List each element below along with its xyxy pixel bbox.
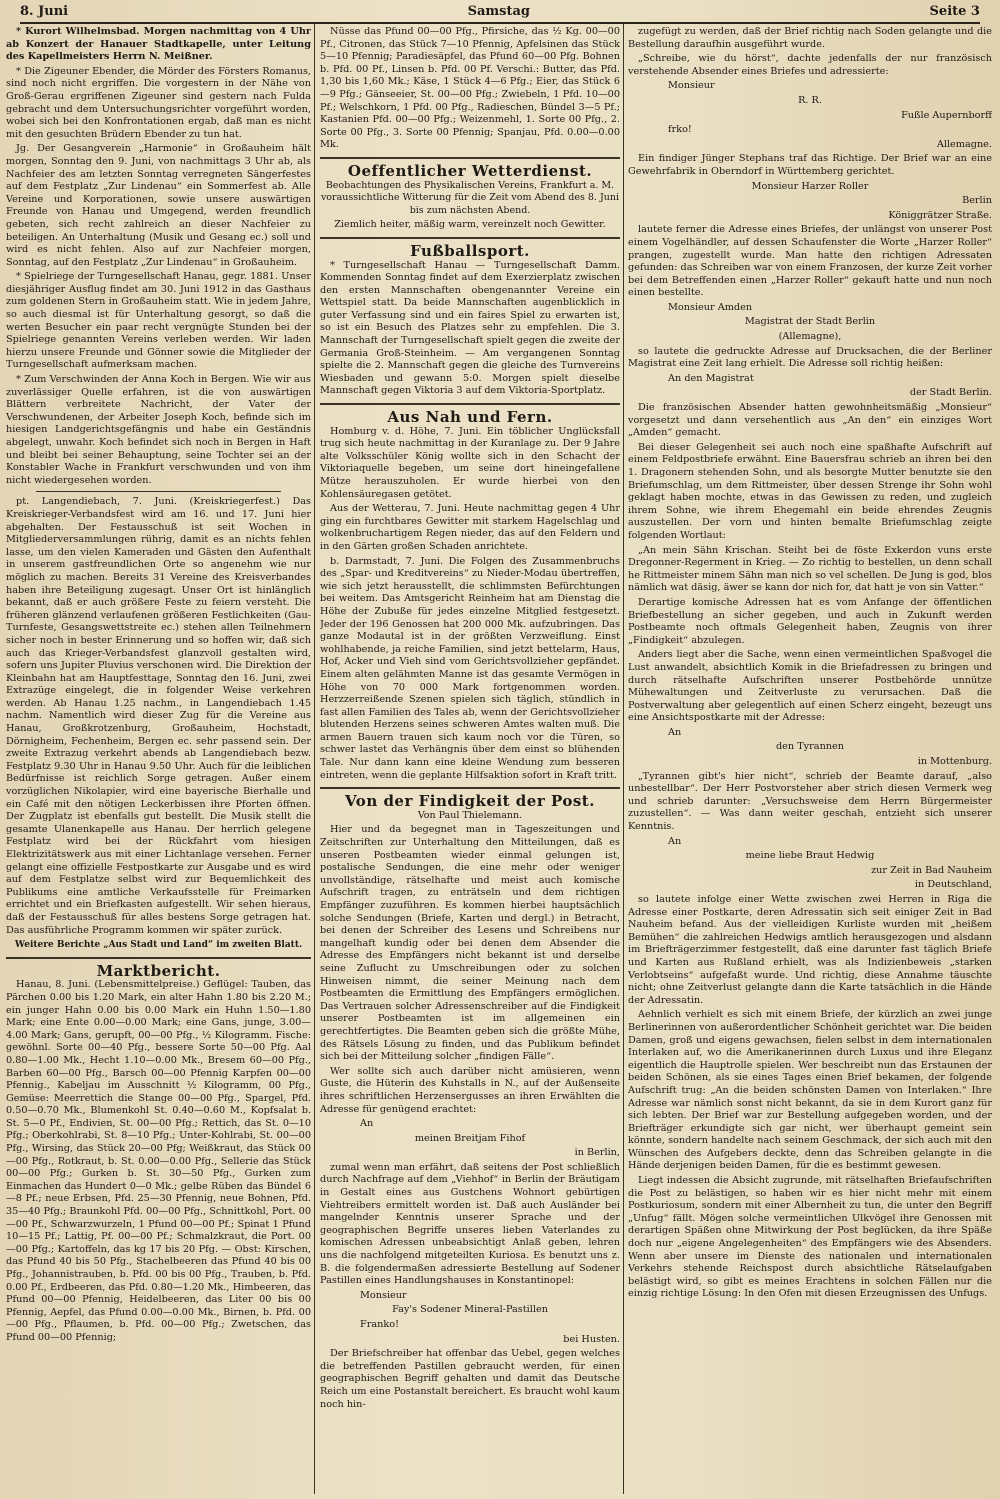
- post-paragraph: „Schreibe, wie du hörst“, dachte jedenfalls der nur französisch verstehende Absender eines Briefes und adressierte:: [628, 53, 992, 77]
- article-darmstadt: b. Darmstadt, 7. Juni. Die Folgen des Zusammenbruchs des „Spar- und Kreditvereins“ zu Nieder-Modau übertreffen, wie sich jetzt herausstellt, die schlimmsten Befürchtungen bei weitem. Das Amtsgericht Reinheim hat am Dienstag die Höhe der Zubuße für jedes einzelne Mitglied festgesetzt. Jeder der 196 Genossen hat 200 000 Mk. aufzubringen. Das ganze Modautal ist in der größten Verzweiflung. Einst wohlhabende, ja reiche Familien, sind jetzt bettelarm, Haus, Hof, Acker und Vieh sind vom Gerichtsvollzieher gepfändet. Einem alten gelähmten Manne ist das gesamte Vermögen in Höhe von 70 000 Mark fortgenommen worden. Herzzerreißende Szenen spielen sich täglich, stündlich in fast allen Familien des Tales ab, wenn der Gerichtsvollzieher blutenden Herzens seines schweren Amtes walten muß. Die armen Bauern trauen sich kaum noch vor die Türen, so schwer lastet das Verhängnis über dem einst so blühenden Tale. Nur dann kann eine kleine Wendung zum besseren eintreten, wenn die geplante Hilfsaktion sofort in Kraft tritt.: [320, 555, 620, 781]
- post-article-author: Von Paul Thielemann.: [417, 809, 523, 821]
- address-line: Königgrätzer Straße.: [888, 209, 992, 221]
- separator: [36, 491, 281, 492]
- article-homburg: Homburg v. d. Höhe, 7. Juni. Ein töblicher Unglücksfall trug sich heute nachmittag in der Kuranlage zu. Der 9 Jahre alte Volksschüler König wollte sich in den Schacht der Viktoriaquelle begeben, um seine dort hineingefallene Mütze herauszuholen. Er wurde hierbei von den Kohlensäuregasen getötet.: [320, 425, 620, 500]
- column-3: [628, 26, 992, 1494]
- football-title: Fußballsport.: [410, 241, 530, 260]
- near-far-title: Aus Nah und Fern.: [387, 408, 553, 427]
- post-paragraph: Liegt indessen die Absicht zugrunde, mit rätselhaften Briefaufschriften die Post zu belästigen, so haben wir es hier nicht mehr mit einem Postkuriosum, sondern mit einer Albernheit zu tun, die unter den Begriff „Unfug“ fällt. Mögen solche vermeintlichen Ulkvögel ihre Genossen mit derartigen Späßen ohne Mitwirkung der Post beglücken, da ihre Späße doch nur „eigene Angelegenheiten“ des Empfängers wie des Absenders. Wenn aber unsere im Dienste des nationalen und internationalen Verkehrs stehende Reichspost durch absichtliche Rätselaufgaben belästigt wird, so gibt es meines Erachtens in solchen Fällen nur die einzig richtige Lösung: In den Ofen mit diesen Erzeugnissen des Unfugs.: [628, 1175, 992, 1300]
- post-paragraph: lautete ferner die Adresse eines Briefes, der unlängst von unserer Post einem Vogelhändler, auf dessen Schaufenster die Worte „Harzer Roller“ prangen, zugestellt wurde. Man hatte den richtigen Adressaten gefunden: das Schreiben war von einem Franzosen, der kurze Zeit vorher bei dem Betreffenden einen „Harzer Roller“ gekauft hatte und nun noch einen bestellte.: [628, 224, 992, 299]
- address-line: Monsieur Harzer Roller: [751, 180, 869, 192]
- post-paragraph: „Tyrannen gibt's hier nicht“, schrieb der Beamte darauf, „also unbestellbar“. Der Herr Postvorsteher aber strich diesen Vermerk weg und schrieb darunter: „Versuchsweise dem Herrn Bürgermeister zuzustellen“. — Was dann weiter geschah, entzieht sich unserer Kenntnis.: [628, 770, 992, 833]
- column-1: [6, 26, 311, 1494]
- article-zigeuner: * Die Zigeuner Ebender, die Mörder des Försters Romanus, sind noch nicht ergriffen. Die vorgestern in der Nähe von Groß-Gerau ergriffenen Zigeuner sind gestern nach Fulda gebracht und dem Untersuchungsrichter vorgeführt worden, wobei sich bei den Konfrontationen ergab, daß man es nicht mit den gesuchten Brüdern Ebender zu tun hat.: [6, 65, 311, 140]
- separator: [320, 157, 620, 159]
- post-paragraph: so lautete infolge einer Wette zwischen zwei Herren in Riga die Adresse einer Postkarte, deren Adressatin sich seit einiger Zeit in Bad Nauheim befand. Aus der vielleidigen Kurliste wurden mit „heißem Bemühen“ die zahlreichen Hedwigs amtlich herausgezogen und alsdann im Briefträgerzimmer festgestellt, daß eine darunter fast täglich Briefe und Karten aus Rußland erhielt, was als Indizienbeweis „starken Verlobtseins“ aufgefaßt wurde. Und richtig, diese Annahme täuschte nicht; ohne Zeitverlust gelangte dann die Karte tatsächlich in die Hände der Adressatin.: [628, 894, 992, 1006]
- address-line: meine liebe Braut Hedwig: [745, 850, 875, 862]
- post-paragraph: zugefügt zu werden, daß der Brief richtig nach Soden gelangte und die Bestellung daraufhin ausgeführt wurde.: [628, 26, 992, 50]
- address-line: An: [668, 726, 682, 738]
- article-wilhelmsbad: * Kurort Wilhelmsbad. Morgen nachmittag von 4 Uhr ab Konzert der Hanauer Stadtkapelle, unter Leitung des Kapellmeisters Herrn N. Meißner.: [6, 26, 311, 63]
- post-paragraph: zumal wenn man erfährt, daß seitens der Post schließlich durch Nachfrage auf dem „Viehhof“ in Berlin der Bräutigam in Gestalt eines aus Gustchens Wohnort gebürtigen Viehtreibers ermittelt worden ist. Daß auch Ausländer bei mangelnder Kenntnis unserer Sprache und der geographischen Begriffe unseres lieben Vaterlandes zu komischen Adressen unbeabsichtigt Anlaß geben, lehren uns die nachfolgend mitgeteilten Kuriosa. Es benutzt uns z. B. die folgendermaßen adressierte Bestellung auf Sodener Pastillen eines Handlungshauses in Konstantinopel:: [320, 1161, 620, 1287]
- address-line: (Allemagne),: [778, 331, 842, 343]
- weather-subtitle: Beobachtungen des Physikalischen Vereins, Frankfurt a. M. voraussichtliche Witterung für die Zeit vom Abend des 8. Juni bis zum nächsten Abend.: [320, 179, 620, 216]
- market-report-continued: Nüsse das Pfund 00—00 Pfg., Pfirsiche, das ½ Kg. 00—00 Pf., Citronen, das Stück 7—10 Pfennig, Apfelsinen das Stück 5—10 Pfennig; Paradiesäpfel, das Pfund 60—00 Pfg. Bohnen b. Pfd. 00 Pf., Linsen b. Pfd. 00 Pf. Verschi.: Butter, das Pfd. 1,30 bis 1,60 Mk.; Käse, 1 Stück 4—6 Pfg.; Eier, das Stück 6—9 Pfg.; Gänseeier, St. 00—00 Pfg.; Zwiebeln, 1 Pfd. 10—00 Pf.; Welschkorn, 1 Pfd. 00 Pfg., Radieschen, Bündel 3—5 Pf.; Kastanien Pfd. 00—00 Pfg.; Weizenmehl, 1. Sorte 00 Pfg., 2. Sorte 00 Pfg., 3. Sorte 00 Pfennig; Spanjau, Pfd. 0.00—0.00 Mk.: [320, 26, 620, 151]
- post-paragraph: Bei dieser Gelegenheit sei auch noch eine spaßhafte Aufschrift auf einem Feldpostbriefe erwähnt. Eine Bauersfrau schrieb an ihren bei den 1. Dragonern stehenden Sohn, und als besorgte Mutter benutzte sie den Briefumschlag, um dem Rittmeister, über dessen Strenge ihr Sohn wohl geklagt haben mochte, etwas in das Gewissen zu reden, und zugleich ihrem Sohne, wie ihrem Ehegemahl ein beide ehrendes Zeugnis auszustellen. Der vorn und hinten bemalte Briefumschlag zeigte folgenden Wortlaut:: [628, 441, 992, 541]
- address-line: Monsieur Amden: [668, 301, 753, 313]
- address-line: Monsieur: [668, 80, 715, 92]
- market-report-text: Hanau, 8. Juni. (Lebensmittelpreise.) Geflügel: Tauben, das Pärchen 0.00 bis 1.20 Mark, ein alter Hahn 1.80 bis 2.20 M.; ein junger Hahn 0.00 bis 0.00 Mark ein Huhn 1.50—1.80 Mark; eine Ente 0.00—0.00 Mark; eine Gans, junge, 3.00—4.00 Mark; Gans, gerupft, 00—00 Pfg., ½ Kilogramm. Fische: gewöhnl. Sorte 00—40 Pfg., bessere Sorte 50—00 Pfg. Aal 0.80—1.00 Mk., Hecht 1.10—0.00 Mk., Bresem 60—00 Pfg., Barben 60—00 Pfg., Barsch 00—00 Pfennig Karpfen 00—00 Pfennig., Kabeljau im Ausschnitt ½ Kilogramm, 00 Pfg., Gemüse: Meerrettich die Stange 00—00 Pfg., Spargel, Pfd. 0.50—0.70 Mk., Blumenkohl St. 0.40—0.60 M., Kopfsalat b. St. 5—0 Pf., Endivien, St. 00—00 Pfg.; Rettich, das St. 0—10 Pfg.; Oberkohlrabi, St. 8—10 Pfg.; Unter-Kohlrabi, St. 00—00 Pfg., Wirsing, das Stück 20—00 Pfg; Weißkraut, das Stück 00—00 Pfg., Rotkraut, b. St. 0.00—0.00 Pfg., Sellerie das Stück 00—00 Pfg.; Gurken b. St. 30—50 Pfg., Gurken zum Einmachen das Hundert 0—0 Mk.; gelbe Rüben das Bündel 6—8 Pf.; neue Erbsen, Pfd. 25—30 Pfennig, neue Bohnen, Pfd. 35—40 Pfg.; Braunkohl Pfd. 00—00 Pfg., Schnittkohl, Port. 00—00 Pf., Schwarzwurzeln, 1 Pfund 00—00 Pf.; Spinat 1 Pfund 10—15 Pf.; Lattig, Pf. 00—00 Pf.; Schmalzkraut, die Port. 00—00 Pfg.; Kartoffeln, das kg 17 bis 20 Pfg. — Obst: Kirschen, das Pfund 40 bis 50 Pfg., Stachelbeeren das Pfund 40 bis 00 Pfg., Johannistrauben, b. Pfd. 00 bis 00 Pfg., Trauben, b. Pfd. 0.00 Pf., Erdbeeren, das Pfd. 0.80—1.20 Mk., Himbeeren, das Pfund 00—00 Pfennig, Heidelbeeren, das Liter 00 bis 00 Pfennig, Aepfel, das Pfund 0.00—0.00 Mk., Birnen, b. Pfd. 00—00 Pfg., Pflaumen, b. Pfd. 00—00 Pfg.; Zwetschen, das Pfund 00—00 Pfennig;: [6, 979, 311, 1343]
- separator: [320, 403, 620, 405]
- separator: [320, 787, 620, 789]
- address-line: Berlin: [962, 195, 992, 207]
- address-line: Allemagne.: [936, 138, 992, 150]
- address-line: bei Husten.: [563, 1333, 620, 1345]
- column-2: [320, 26, 620, 1494]
- post-paragraph: Ein findiger Jünger Stephans traf das Richtige. Der Brief war an eine Gewehrfabrik in Oberndorf in Württemberg gerichtet.: [628, 153, 992, 177]
- column-divider: [623, 24, 624, 1494]
- header-weekday: Samstag: [467, 4, 531, 19]
- post-paragraph: Die französischen Absender hatten gewohnheitsmäßig „Monsieur“ vorgesetzt und dann versehentlich aus „An den“ ein einziges Wort „Amden“ gemacht.: [628, 402, 992, 439]
- address-line: Fay's Sodener Mineral-Pastillen: [392, 1304, 548, 1316]
- address-line: R. R.: [798, 94, 822, 106]
- header-page-number: Seite 3: [929, 4, 980, 19]
- address-line: An: [668, 835, 682, 847]
- post-paragraph: „An mein Sähn Krischan. Steiht bei de föste Exkerdon vuns erste Dregonner-Regerment in Krieg. — Zo richtig to bestellen, un denn schall he Rittmeister minem Sähn man nich so vel schellen. De Jung is god, blos nämlich wat däsig, äwer se kann dor nich for, dat hatt je von sin Vatter.“: [628, 544, 992, 594]
- address-line: Fußle Aupernborff: [901, 109, 992, 121]
- column-divider: [314, 24, 315, 1494]
- post-paragraph: Anders liegt aber die Sache, wenn einen vermeintlichen Spaßvogel die Lust anwandelt, absichtlich Komik in die Briefadressen zu bringen und durch rätselhafte Aufschriften unserer Postbehörde unnütze Mühewaltungen und Zeitverluste zu verursachen. Daß die Postverwaltung aber gelegentlich auf einen Scherz eingeht, bezeugt uns eine Ansichtspostkarte mit der Adresse:: [628, 649, 992, 724]
- address-line: Monsieur: [360, 1289, 407, 1301]
- article-harmonie: Jg. Der Gesangverein „Harmonie“ in Großauheim hält morgen, Sonntag den 9. Juni, von nachmittags 3 Uhr ab, als Nachfeier des am letzten Sonntag verregneten Sängerfestes auf dem Festplatz „Zur Lindenau“ ein Sommerfest ab. Alle Vereine und Korporationen, sowie unsere auswärtigen Freunde von Hanau und Umgegend, werden freundlich gebeten, sich recht zahlreich an dieser Nachfeier zu beteiligen. An Unterhaltung (Musik und Gesang ec.) soll und wird es nicht fehlen. Also auf zur Nachfeier morgen, Sonntag, auf den Festplatz „Zur Lindenau“ in Großauheim.: [6, 143, 311, 268]
- separator: [6, 957, 311, 959]
- article-langendiebach: pt. Langendiebach, 7. Juni. (Kreiskriegerfest.) Das Kreiskrieger-Verbandsfest wird am 16. und 17. Juni hier abgehalten. Der Festausschuß ist seit Wochen in Mitgliederversammlungen rührig, damit es an nichts fehlen lasse, um den vielen Kameraden und Gästen den Aufenthalt in unserem gastfreundlichen Orte so angenehm wie nur möglich zu machen. Bereits 31 Vereine des Kreisverbandes haben ihre Beteiligung zugesagt. Unser Ort ist hinlänglich bekannt, daß er auch größere Feste zu feiern versteht. Die früheren glänzend verlaufenen größeren Festlichkeiten (Gau-Turnfeste, Gesangswettstreite ec.) stehen allen Teilnehmern sicher noch in bester Erinnerung und so hoffen wir, daß sich auch das Krieger-Verbandsfest glanzvoll gestalten wird, sofern uns Jupiter Pluvius verschonen wird. Die Direktion der Kleinbahn hat am Hauptfesttage, Sonntag den 16. Juni, zwei Extrazüge eingelegt, die in folgender Weise verkehren werden. Ab Hanau 1.25 nachm., in Langendiebach 1.45 nachm. Namentlich wird dieser Zug für die Vereine aus Hanau, Großkrotzenburg, Großauheim, Hochstadt, Dörnigheim, Fechenheim, Bergen ec. sehr passend sein. Der zweite Extrazug verkehrt abends ab Langendiebach bezw. Festplatz 9.30 Uhr in Hanau 9.50 Uhr. Auch für die leiblichen Bedürfnisse ist reichlich Sorge getragen. Außer einem vorzüglichen Nikolapier, wird eine bayerische Bierhalle und ein Café mit den nötigen Leckerbissen ihre Pforten öffnen. Der Zugplatz ist ebenfalls gut bestellt. Die Musik stellt die gesamte Ulanenkapelle aus Hanau. Der herrlich gelegene Festplatz wird bei der Rückfahrt vom hiesigen Elektrizitätswerk aus mit einer Lichtanlage versehen. Ferner gelangt eine offizielle Festpostkarte zur Ausgabe und es wird auf dem Festplatze selbst wird zur Bequemlichkeit des Publikums eine amtliche Verkaufsstelle für Freimarken errichtet und ein Briefkasten aufgestellt. Wir sehen hieraus, daß der Festausschuß für alles bestens Sorge getragen hat. Das ausführliche Programm kommen wir später zurück.: [6, 496, 311, 936]
- post-paragraph: Wer sollte sich auch darüber nicht amüsieren, wenn Guste, die Hüterin des Kuhstalls in N., auf der Außenseite ihres schriftlichen Herzensergusses an ihren Erwählten die Adresse für genügend erachtet:: [320, 1065, 620, 1115]
- address-line: meinen Breitjam Fihof: [414, 1132, 526, 1144]
- article-spielriege: * Spielriege der Turngesellschaft Hanau, gegr. 1881. Unser diesjähriger Ausflug findet am 30. Juni 1912 in das Gasthaus zum goldenen Stern in Großauheim statt. Wie in jedem Jahre, so auch diesmal ist für Unterhaltung gesorgt, so daß die werten Besucher ein paar recht vergnügte Stunden bei der Spielriege genannten Vereins verleben werden. Wir laden hierzu unsere Freunde und Gönner sowie die Mitglieder der Turngesellschaft aufmerksam machen.: [6, 271, 311, 371]
- article-wetterau: Aus der Wetterau, 7. Juni. Heute nachmittag gegen 4 Uhr ging ein furchtbares Gewitter mit starkem Hagelschlag und wolkenbruchartigem Regen nieder, das auf den Feldern und in den Gärten großen Schaden anrichtete.: [320, 503, 620, 552]
- address-line: in Berlin,: [574, 1147, 620, 1159]
- separator: [320, 237, 620, 239]
- address-line: zur Zeit in Bad Nauheim: [871, 864, 992, 876]
- address-line: An den Magistrat: [668, 372, 754, 384]
- post-paragraph: Hier und da begegnet man in Tageszeitungen und Zeitschriften zur Unterhaltung den Mitteilungen, daß es unseren Postbeamten wieder einmal gelungen ist, postalische Sendungen, die eine mehr oder weniger unvollständige, rätselhafte und meist auch komische Aufschrift tragen, zu enträtseln und dem richtigen Empfänger zuzuführen. Es kommen hierbei hauptsächlich solche Sendungen (Briefe, Karten und dergl.) in Betracht, bei denen der Schreiber des Lesens und Schreibens nur mangelhaft kundig oder bei denen dem Absender die Adresse des Empfängers nicht bekannt ist und derselbe seine Zuflucht zu Umschreibungen oder zu solchen Hinweisen nimmt, die seiner Meinung nach dem Postbeamten die Ermittlung des Empfängers ermöglichen. Das Vertrauen solcher Adressenschreiber auf die Findigkeit unserer Postbeamten ist im allgemeinen ein gerechtfertigtes. Die Beamten geben sich die größte Mühe, des Rätsels Lösung zu finden, und das Publikum befindet sich bei der Mitteilung solcher „findigen Fälle“.: [320, 824, 620, 1063]
- post-paragraph: Derartige komische Adressen hat es vom Anfange der öffentlichen Briefbestellung an sicher gegeben, und auch in Zukunft werden Postbeamte noch oftmals Gelegenheit haben, Zeugnis von ihrer „Findigkeit“ abzulegen.: [628, 596, 992, 646]
- header-date: 8. Juni: [20, 4, 69, 19]
- weather-forecast: Ziemlich heiter, mäßig warm, vereinzelt noch Gewitter.: [334, 219, 606, 231]
- post-paragraph: so lautete die gedruckte Adresse auf Drucksachen, die der Berliner Magistrat eine Zeit lang erhielt. Die Adresse soll richtig heißen:: [628, 345, 992, 370]
- post-paragraph: Der Briefschreiber hat offenbar das Uebel, gegen welches die betreffenden Pastillen gebraucht werden, für einen geographischen Begriff gehalten und damit das Deutsche Reich um eine Postanstalt bereichert. Es braucht wohl kaum noch hin-: [320, 1348, 620, 1410]
- post-paragraph: Aehnlich verhielt es sich mit einem Briefe, der kürzlich an zwei junge Berlinerinnen von außerordentlicher Schönheit gerichtet war. Die beiden Damen, groß und eigens gewachsen, fielen selbst in dem internationalen Interlaken auf, wo die Amerikanerinnen durch Luxus und ihre Eleganz eigentlich die Hauptrolle spielen. Wer beschreibt nun das Erstaunen der beiden Schönen, als sie eines Tages einen Brief bekamen, der folgende Aufschrift trug: „An die beiden schönsten Damen von Interlaken.“ Ihre Adresse war nämlich sonst nicht bekannt, da sie in dem Kurort ganz für sich lebten. Der Brief war zur Bestellung aufgegeben worden, und der Briefträger erkundigte sich gar nicht, wer überhaupt gemeint sein könnte, sondern handelte nach seinem Geschmack, der sich auch mit den Wünschen des Aufgebers deckte, denn das Schreiben gelangte in die Hände derjenigen beiden Damen, für die es bestimmt gewesen.: [628, 1009, 992, 1172]
- article-anna-koch: * Zum Verschwinden der Anna Koch in Bergen. Wie wir aus zuverlässiger Quelle erfahren, ist die von auswärtigen Blättern verbreitete Nachricht, der Vater der Verschwundenen, der Arbeiter Joseph Koch, befinde sich im hiesigen Landgerichtsgefängnis und habe ein Geständnis abgelegt, unwahr. Koch befindet sich noch in Bergen in Haft und bleibt bei seiner Behauptung, seine Tochter sei an der Konstabler Wache in Frankfurt verschwunden und von ihm nicht wiedergesehen worden.: [6, 374, 311, 486]
- further-reports-note: Weitere Berichte „Aus Stadt und Land“ im zweiten Blatt.: [14, 940, 303, 951]
- address-line: in Deutschland,: [914, 879, 992, 891]
- address-line: Franko!: [360, 1319, 399, 1330]
- address-line: in Mottenburg.: [917, 756, 992, 768]
- address-line: An: [360, 1118, 374, 1130]
- address-line: den Tyrannen: [775, 741, 845, 753]
- address-line: Magistrat der Stadt Berlin: [744, 316, 876, 328]
- address-line: der Stadt Berlin.: [909, 387, 992, 399]
- address-line: frko!: [668, 124, 692, 136]
- page-header: [20, 4, 980, 24]
- article-football: * Turngesellschaft Hanau — Turngesellschaft Damm. Kommenden Sonntag findet auf dem Exerzierplatz zwischen den ersten Mannschaften obengenannter Vereine ein Wettspiel statt. Da beide Mannschaften augenblicklich in guter Verfassung sind und ein faires Spiel zu erwarten ist, so ist ein Besuch des Platzes sehr zu empfehlen. Die 3. Mannschaft der Turngesellschaft spielt gegen die zweite der Germania Groß-Steinheim. — Am vergangenen Sonntag spielte die 2. Mannschaft gegen die gleiche des Turnvereins Wiesbaden und gewann 5:0. Morgen spielt dieselbe Mannschaft gegen Viktoria 3 auf dem Viktoria-Sportplatz.: [320, 259, 620, 397]
- weather-title: Oeffentlicher Wetterdienst.: [347, 161, 593, 180]
- market-report-title: Marktbericht.: [96, 961, 221, 980]
- post-article-title: Von der Findigkeit der Post.: [345, 792, 595, 811]
